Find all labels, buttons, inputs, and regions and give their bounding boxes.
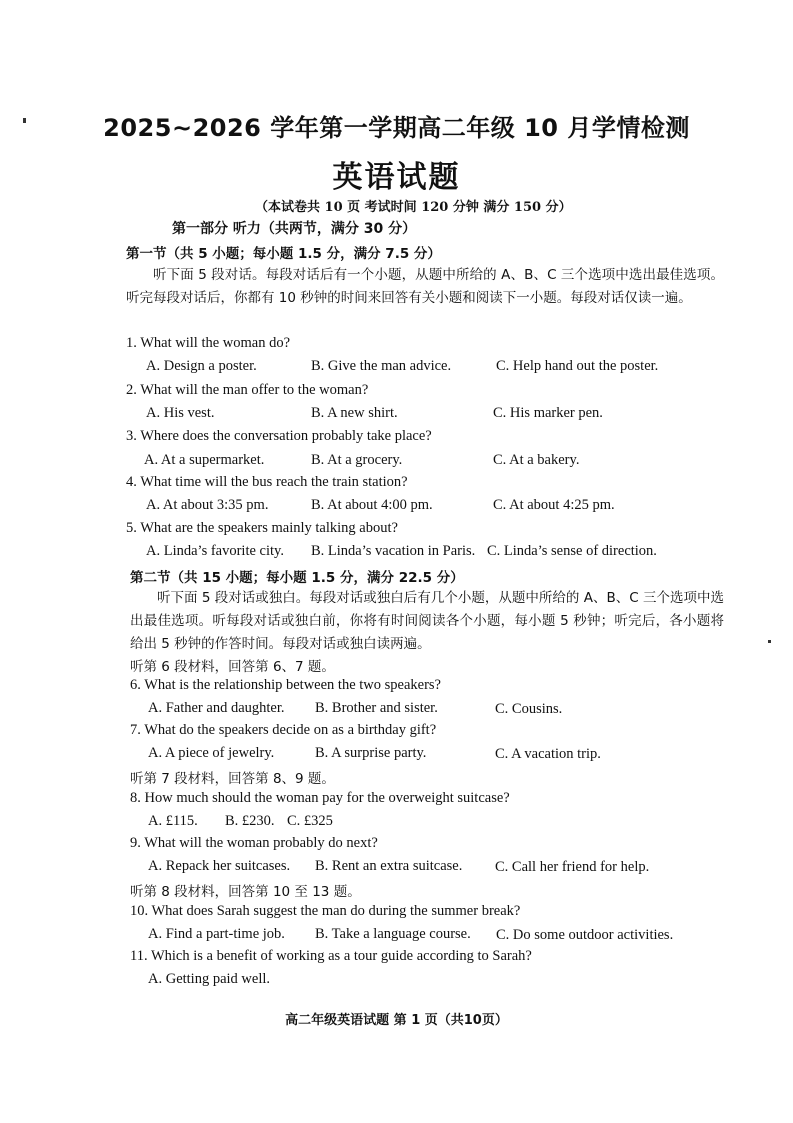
q1-option-b: B. Give the man advice. [311, 358, 452, 374]
question-11: 11. Which is a benefit of working as a tour guide according to Sarah? [130, 948, 532, 964]
q10-option-a: A. Find a part-time job. [148, 926, 285, 942]
question-7: 7. What do the speakers decide on as a birthday gift? [130, 722, 437, 738]
q6-option-a: A. Father and daughter. [148, 700, 285, 716]
q7-option-a: A. A piece of jewelry. [148, 745, 275, 761]
q5-option-b: B. Linda’s vacation in Paris. [311, 543, 476, 559]
question-10: 10. What does Sarah suggest the man do during the summer break? [130, 903, 521, 919]
question-3: 3. Where does the conversation probably take place? [126, 428, 432, 444]
q11-option-a: A. Getting paid well. [148, 971, 271, 987]
q2-option-a: A. His vest. [146, 405, 215, 421]
question-4: 4. What time will the bus reach the train station? [126, 474, 408, 490]
q4-option-a: A. At about 3:35 pm. [146, 497, 269, 513]
q4-option-c: C. At about 4:25 pm. [493, 497, 615, 513]
exam-title: 2025~2026 学年第一学期高二年级 10 月学情检测 [103, 114, 690, 142]
page-footer: 高二年级英语试题 第 1 页（共10页） [285, 1013, 508, 1028]
q5-option-c: C. Linda’s sense of direction. [487, 543, 657, 559]
q7-option-c: C. A vacation trip. [495, 746, 601, 762]
q6-option-b: B. Brother and sister. [315, 700, 438, 716]
q8-option-b: B. £230. [225, 813, 275, 829]
q2-option-c: C. His marker pen. [493, 405, 603, 421]
question-1: 1. What will the woman do? [126, 335, 291, 351]
q9-option-a: A. Repack her suitcases. [148, 858, 291, 874]
subject-title: 英语试题 [332, 160, 461, 195]
q4-option-b: B. At about 4:00 pm. [311, 497, 433, 513]
section2-instruction: 听下面 5 段对话或独白。每段对话或独白后有几个小题，从题中所给的 A、B、C 三个选项中选出最佳选项。听每段对话或独白前，你将有时间阅读各个小题，每小题 5 秒钟；听完后，各小题将给出 5 秒钟的作答时间。每段对话或独白读两遍。 [130, 590, 724, 652]
question-2: 2. What will the man offer to the woman? [126, 382, 369, 398]
q8-option-c: C. £325 [287, 813, 333, 829]
question-9: 9. What will the woman probably do next? [130, 835, 378, 851]
question-8: 8. How much should the woman pay for the overweight suitcase? [130, 790, 510, 806]
scan-mark [768, 640, 771, 643]
question-6: 6. What is the relationship between the two speakers? [130, 677, 441, 693]
section1-heading: 第一节（共 5 小题；每小题 1.5 分，满分 7.5 分） [126, 246, 441, 262]
part-heading: 第一部分 听力（共两节，满分 30 分） [172, 221, 417, 237]
question-5: 5. What are the speakers mainly talking about? [126, 520, 398, 536]
q7-option-b: B. A surprise party. [315, 745, 427, 761]
q10-option-c: C. Do some outdoor activities. [496, 927, 674, 943]
section2-heading: 第二节（共 15 小题；每小题 1.5 分，满分 22.5 分） [130, 570, 464, 586]
q9-option-b: B. Rent an extra suitcase. [315, 858, 463, 874]
section1-instruction: 听下面 5 段对话。每段对话后有一个小题，从题中所给的 A、B、C 三个选项中选出最佳选项。听完每段对话后，你都有 10 秒钟的时间来回答有关小题和阅读下一小题。每段对话仅读一遍。 [126, 267, 724, 306]
q3-option-a: A. At a supermarket. [144, 452, 265, 468]
q10-option-b: B. Take a language course. [315, 926, 471, 942]
group-7-instruction: 听第 7 段材料，回答第 8、9 题。 [130, 771, 335, 787]
q6-option-c: C. Cousins. [495, 701, 563, 717]
q2-option-b: B. A new shirt. [311, 405, 398, 421]
exam-info: （本试卷共 10 页 考试时间 120 分钟 满分 150 分） [255, 200, 572, 215]
q3-option-b: B. At a grocery. [311, 452, 403, 468]
group-8-instruction: 听第 8 段材料，回答第 10 至 13 题。 [130, 884, 361, 900]
q1-option-c: C. Help hand out the poster. [496, 358, 659, 374]
q8-option-a: A. £115. [148, 813, 198, 829]
group-6-instruction: 听第 6 段材料，回答第 6、7 题。 [130, 659, 335, 675]
q3-option-c: C. At a bakery. [493, 452, 580, 468]
q9-option-c: C. Call her friend for help. [495, 859, 650, 875]
q1-option-a: A. Design a poster. [146, 358, 257, 374]
q5-option-a: A. Linda’s favorite city. [146, 543, 284, 559]
